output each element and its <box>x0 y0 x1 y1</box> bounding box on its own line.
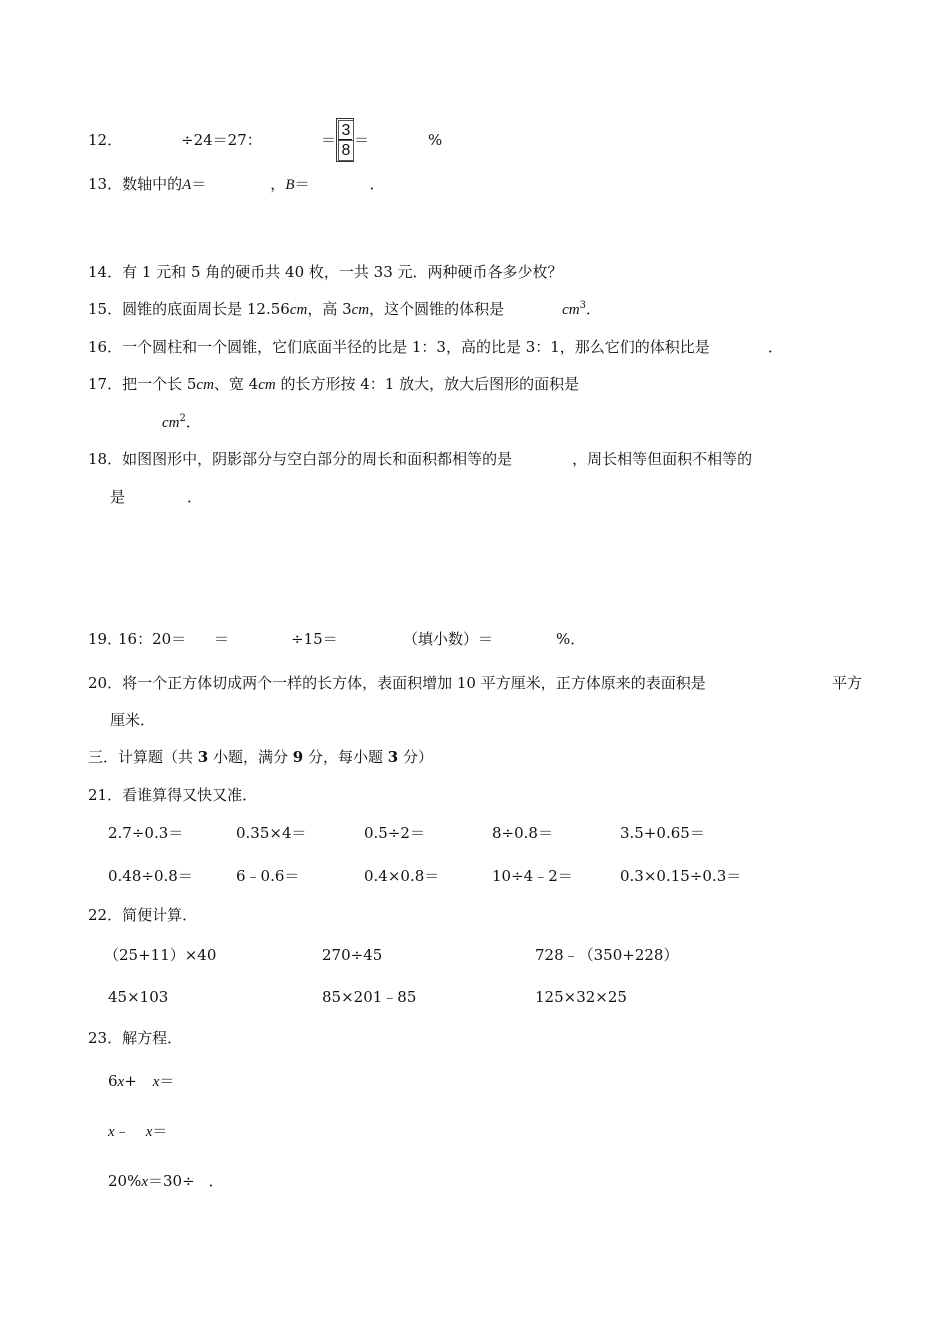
q23-number: 23． <box>88 1029 123 1047</box>
q15-line <box>88 299 601 320</box>
q23-eq2-var: x <box>108 1124 115 1140</box>
q23-eq1-var-2: x <box>152 1074 160 1090</box>
q18-line-2 <box>110 487 202 507</box>
q13-line <box>88 174 385 195</box>
q23-equation-1 <box>108 1071 174 1092</box>
q17-text-3: 的长方形按 4：1 放大，放大后图形的面积是 <box>275 375 580 393</box>
q13-end: ． <box>369 175 385 193</box>
q12-equals-2: ＝ <box>354 131 370 149</box>
q16-end: ． <box>767 338 783 356</box>
q17-superscript: 2 <box>179 413 186 424</box>
q15-text-2: ，高 3 <box>307 300 352 318</box>
q13-number: 13． <box>88 175 123 193</box>
q19-number: 19． <box>88 630 123 648</box>
q12-equals-1: ＝ <box>321 131 337 149</box>
q18-number: 18． <box>88 450 123 468</box>
q15-text-3: ，这个圆锥的体积是 <box>369 300 505 318</box>
q18-end: ． <box>187 488 203 506</box>
q17-end: ． <box>185 413 201 431</box>
q22-title: 简便计算． <box>122 906 198 924</box>
q21-title: 看谁算得又快又准． <box>122 786 258 804</box>
q21-r1-c3: 0.5÷2＝ <box>364 824 425 842</box>
q15-number: 15． <box>88 300 123 318</box>
q17-text-2: 、宽 4 <box>213 375 259 393</box>
q21-r1-c2: 0.35×4＝ <box>236 824 307 842</box>
q12-division: ÷24＝27： <box>181 131 262 149</box>
q14-line <box>88 262 563 282</box>
q22-line <box>88 905 197 925</box>
q17-unit-3: cm <box>162 415 180 431</box>
q14-number: 14． <box>88 263 123 281</box>
q23-eq1-equals: ＝ <box>159 1072 175 1090</box>
q17-unit-2: cm <box>258 377 276 393</box>
q15-unit-1: cm <box>289 302 308 318</box>
q20-number: 20． <box>88 674 123 692</box>
q16-line <box>88 337 783 357</box>
section-3-mid-2: 分，每小题 <box>303 748 388 766</box>
q21-r1-c4: 8÷0.8＝ <box>492 824 553 842</box>
q22-number: 22． <box>88 906 123 924</box>
q20-line-2: 厘米． <box>110 711 156 729</box>
q12-number: 12． <box>88 131 123 149</box>
section-3-total: 9 <box>292 748 304 766</box>
q23-eq2-equals: ＝ <box>152 1122 168 1140</box>
q19-decimal-hint: （填小数）＝ <box>403 630 494 648</box>
q21-line <box>88 785 257 805</box>
section-3-mid-1: 小题，满分 <box>208 748 293 766</box>
q23-equation-2 <box>108 1121 167 1142</box>
q22-r1-c1: （25+11）×40 <box>104 946 217 964</box>
q21-r2-c1: 0.48÷0.8＝ <box>108 867 193 885</box>
q23-eq1-coef: 6 <box>108 1072 118 1090</box>
fraction-box <box>336 118 354 162</box>
q20-line <box>88 673 706 693</box>
q23-eq3-rhs: ＝30÷ <box>148 1172 195 1190</box>
q13-equals-a: ＝ <box>191 175 207 193</box>
q22-r1-c2: 270÷45 <box>322 946 383 964</box>
q23-eq3-var: x <box>141 1174 149 1190</box>
q15-text-1: 圆锥的底面周长是 12.56 <box>122 300 290 318</box>
q18-text-2: ，周长相等但面积不相等的 <box>572 450 753 468</box>
q15-end: ． <box>586 300 602 318</box>
q13-point-a: A <box>182 177 192 193</box>
q13-comma: ， <box>270 175 286 193</box>
fraction-numerator: 3 <box>338 120 354 141</box>
q18-line <box>88 449 752 469</box>
q23-title: 解方程． <box>122 1029 183 1047</box>
section-3-each: 3 <box>387 748 399 766</box>
q22-r2-c2: 85×201﹣85 <box>322 988 417 1006</box>
q21-r1-c5: 3.5+0.65＝ <box>620 824 705 842</box>
q20-text-1: 将一个正方体切成两个一样的长方体，表面积增加 10 平方厘米，正方体原来的表面积是 <box>122 674 706 692</box>
q21-r2-c2: 6﹣0.6＝ <box>236 867 300 885</box>
q22-r1-c3: 728﹣（350+228） <box>535 946 679 964</box>
q21-r1-c1: 2.7÷0.3＝ <box>108 824 184 842</box>
q23-equation-3 <box>108 1171 224 1192</box>
q13-point-b: B <box>285 177 295 193</box>
q21-r2-c4: 10÷4﹣2＝ <box>492 867 573 885</box>
q21-r2-c3: 0.4×0.8＝ <box>364 867 440 885</box>
q22-r2-c3: 125×32×25 <box>535 988 627 1006</box>
q23-eq2-minus: ﹣ <box>114 1122 130 1140</box>
q21-r2-c5: 0.3×0.15÷0.3＝ <box>620 867 742 885</box>
q18-text-3: 是 <box>110 488 126 506</box>
q13-equals-b: ＝ <box>294 175 310 193</box>
section-3-pre: 三．计算题（共 <box>88 748 198 766</box>
section-3-post: 分） <box>398 748 433 766</box>
q20-unit: 平方 <box>832 674 863 692</box>
q14-text: 有 1 元和 5 角的硬币共 40 枚，一共 33 元．两种硬币各多少枚？ <box>122 263 563 281</box>
q23-eq3-percent: 20% <box>108 1172 142 1190</box>
section-3-count: 3 <box>197 748 209 766</box>
q23-line <box>88 1028 182 1048</box>
q23-eq1-plus: + <box>124 1072 137 1090</box>
q17-line-2 <box>162 412 201 433</box>
q16-text: 一个圆柱和一个圆锥，它们底面半径的比是 1：3，高的比是 3：1，那么它们的体积比是 <box>122 338 710 356</box>
q15-unit-2: cm <box>351 302 370 318</box>
q17-unit-1: cm <box>196 377 214 393</box>
q18-text-1: 如图图形中，阴影部分与空白部分的周长和面积都相等的是 <box>122 450 513 468</box>
q22-r2-c1: 45×103 <box>108 988 169 1006</box>
q12-percent: % <box>428 131 443 149</box>
q16-number: 16． <box>88 338 123 356</box>
q19-equals: ＝ <box>214 630 230 648</box>
q21-number: 21． <box>88 786 123 804</box>
q15-superscript: 3 <box>579 300 587 311</box>
q17-number: 17． <box>88 375 123 393</box>
q13-text: 数轴中的 <box>122 175 183 193</box>
q19-percent: %． <box>556 630 586 648</box>
section-3-heading <box>88 747 433 767</box>
q23-eq3-end: ． <box>208 1172 224 1190</box>
q19-division: ÷15＝ <box>291 630 338 648</box>
q17-line <box>88 374 579 395</box>
q15-unit-3: cm <box>562 302 580 318</box>
q17-text-1: 把一个长 5 <box>122 375 197 393</box>
fraction-denominator: 8 <box>338 140 354 161</box>
q19-ratio: 16：20＝ <box>118 630 187 648</box>
q23-eq1-var: x <box>117 1074 125 1090</box>
q23-eq2-var-2: x <box>145 1124 153 1140</box>
